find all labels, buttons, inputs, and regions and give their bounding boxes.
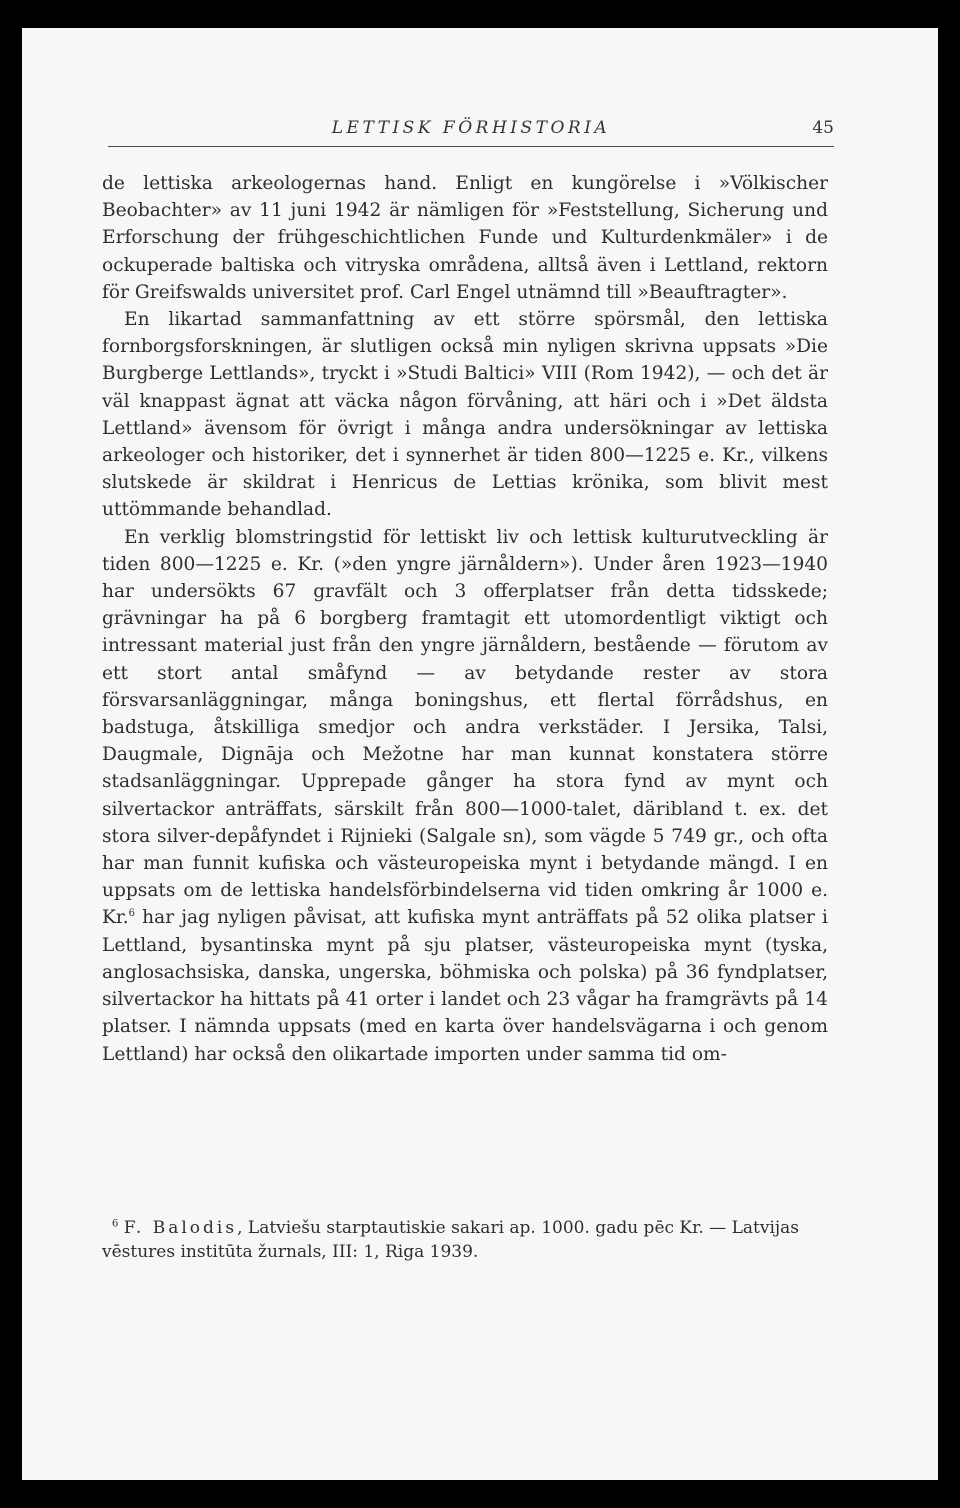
body-text <box>102 170 828 1068</box>
paragraph-3 <box>102 524 828 1068</box>
footnotes <box>102 1216 828 1264</box>
footnote-author: F. Balodis <box>123 1218 238 1238</box>
running-title: LETTISK FÖRHISTORIA <box>331 118 611 138</box>
paragraph-1: de lettiska arkeologernas hand. Enligt en kungörelse i »Völkischer Beobachter» av 11 juni 1942 är nämligen för »Feststellung, Sicherung und Erforschung der frühgeschichtlichen Funde und Kulturdenkmäler» i de ockuperade baltiska och vitryska områdena, alltså även i Lettland, rektorn för Greifswalds universitet prof. Carl Engel utnämnd till »Beauftragter». <box>102 173 828 303</box>
paragraph-3-tail: har jag nyligen påvisat, att kufiska mynt anträffats på 52 olika platser i Lettland, bysantinska mynt på sju platser, västeuropeiska mynt (tyska, anglosachsiska, danska, ungerska, böhmiska och polska) på 36 fyndplatser, silvertackor ha hittats på 41 orter i landet och 23 vågar ha framgrävts på 14 platser. I nämnda uppsats (med en karta över handelsvägarna i och genom Lettland) har också den olikartade importen under samma tid om- <box>102 907 828 1065</box>
paragraph-2: En likartad sammanfattning av ett större spörsmål, den lettiska fornborgsforskningen, är slutligen också min nyligen skrivna uppsats »Die Burgberge Lettlands», tryckt i »Studi Baltici» VIII (Rom 1942), — och det är väl knappast ägnat att väcka någon förvåning, att häri och i »Det äldsta Lettland» ävensom för övrigt i många andra undersökningar av lettiska arkeologer och historiker, det i synnerhet är tiden 800—1225 e. Kr., vilkens slutskede är skildrat i Henricus de Lettias krönika, som blivit mest uttömmande behandlad. <box>102 309 828 521</box>
paragraph-3-text: En verklig blomstringstid för lettiskt liv och lettisk kulturutveckling är tiden 800—1225 e. Kr. (»den yngre järnåldern»). Under åren 1923—1940 har undersökts 67 gravfält och 3 offerplatser från detta tidsskede; grävningar ha på 6 borgberg framtagit ett utomordentligt viktigt och intressant material just från den yngre järnåldern, bestående — förutom av ett stort antal småfynd — av betydande rester av stora försvarsanläggningar, många boningshus, ett flertal förrådshus, en badstuga, åtskilliga smedjor och andra verkstäder. I Jersika, Talsi, Daugmale, Dignāja och Mežotne har man kunnat konstatera större stadsanläggningar. Upprepade gånger ha stora fynd av mynt och silvertackor anträffats, särskilt från 800—1000-talet, däribland t. ex. det stora silver-depåfyndet i Rijnieki (Salgale sn), som vägde 5 749 gr., och ofta har man funnit kufiska och västeuropeiska mynt i betydande mängd. I en uppsats om de lettiska handelsförbindelserna vid tiden omkring år 1000 e. Kr. <box>102 526 828 929</box>
footnote-reference: 6 <box>128 908 136 920</box>
footnote-text: , Latviešu starptautiskie sakari ap. 1000. gadu pēc Kr. — Latvijas vēstures institūta žurnals, III: 1, Riga 1939. <box>102 1218 800 1262</box>
footnote-marker: 6 <box>112 1218 119 1230</box>
page-number: 45 <box>812 118 834 138</box>
document-page <box>22 28 938 1480</box>
running-header <box>108 110 834 147</box>
footnote-6 <box>102 1216 828 1264</box>
